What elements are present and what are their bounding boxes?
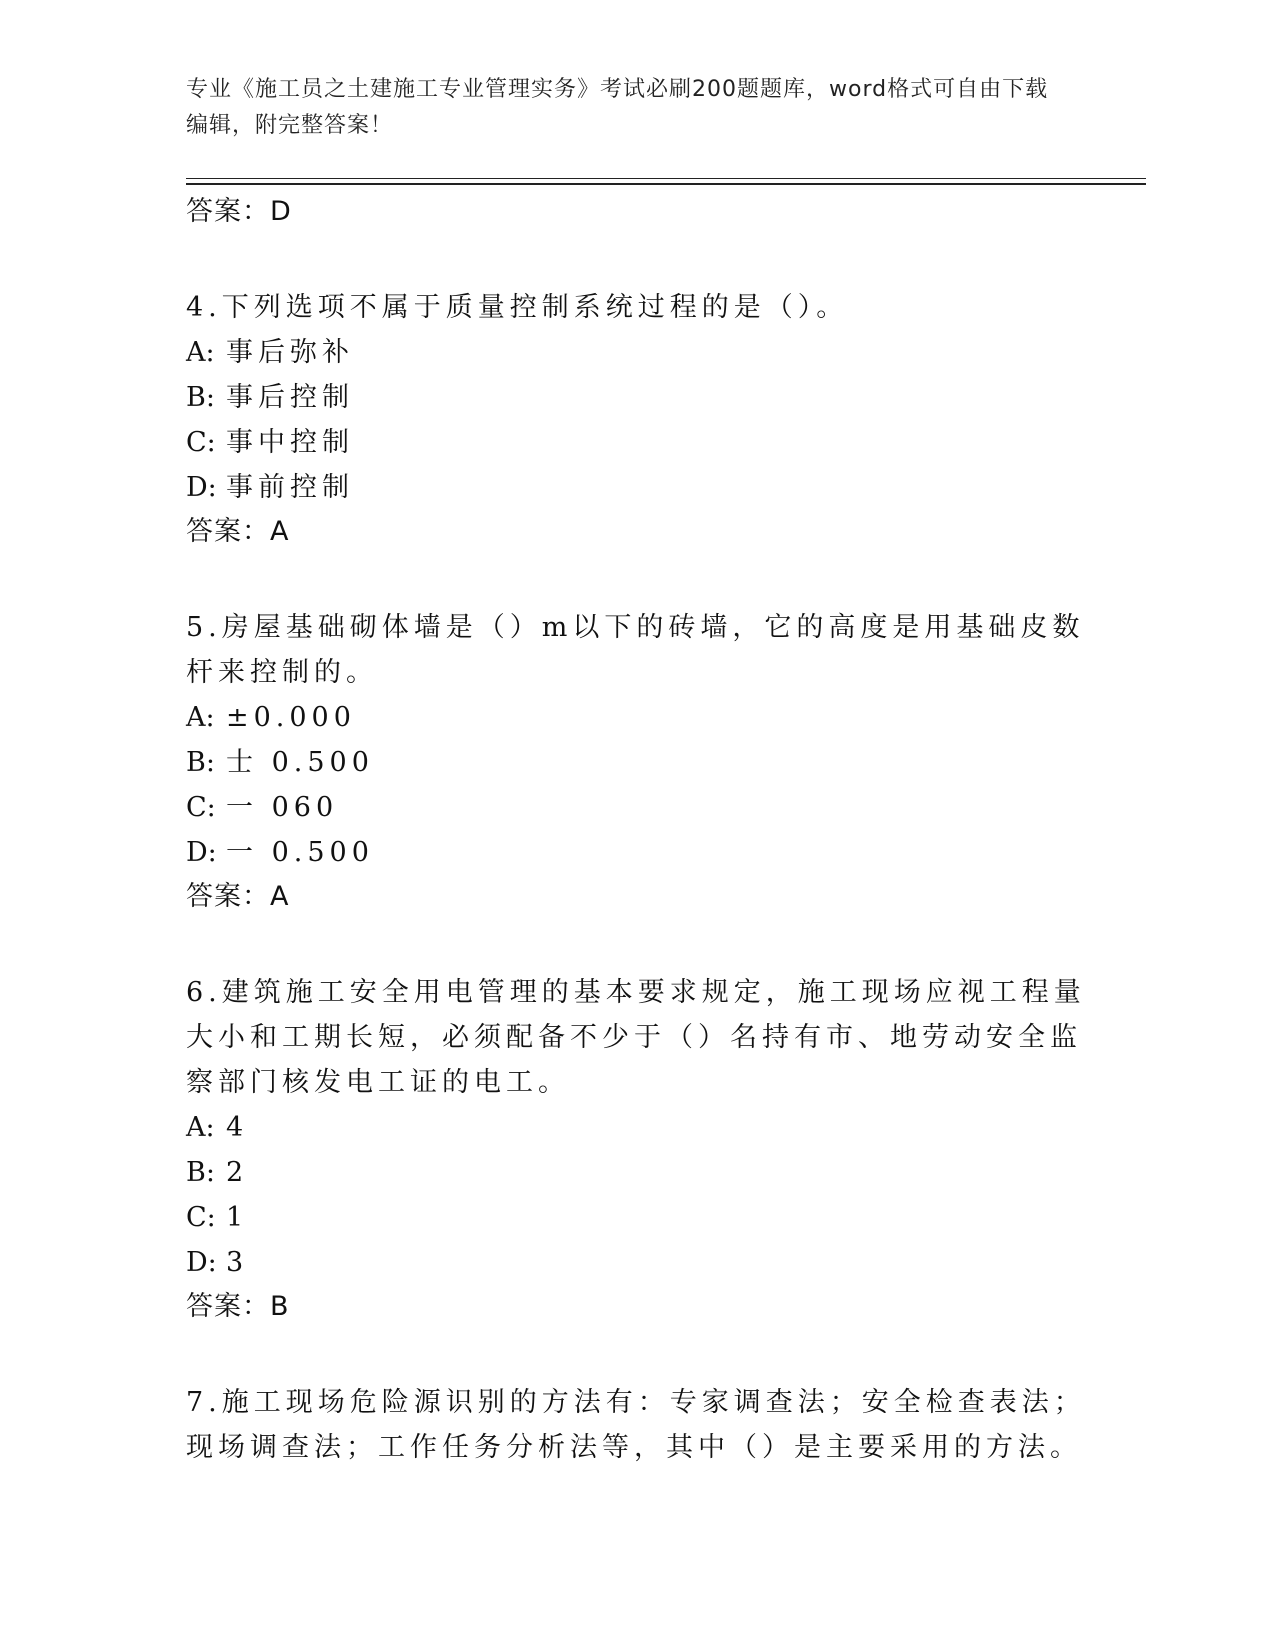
question-6 <box>186 970 1086 1327</box>
option-text: 2 <box>226 1157 249 1188</box>
option-text: 事后控制 <box>226 382 354 413</box>
option-key: A: <box>186 1112 215 1143</box>
question-stem: 7.施工现场危险源识别的方法有：专家调查法；安全检查表法；现场调查法；工作任务分析法等，其中（）是主要采用的方法。 <box>186 1387 1086 1463</box>
option-c <box>186 785 1086 830</box>
option-key: C: <box>186 427 216 458</box>
question-stem: 4.下列选项不属于质量控制系统过程的是（）。 <box>186 292 849 323</box>
option-a <box>186 1105 1086 1150</box>
option-text: 一 060 <box>226 792 339 823</box>
question-7 <box>186 1380 1086 1470</box>
option-text: 士 0.500 <box>226 747 374 778</box>
option-key: D: <box>186 472 217 503</box>
option-key: B: <box>186 382 215 413</box>
option-key: D: <box>186 837 217 868</box>
option-text: ±0.000 <box>226 702 356 733</box>
option-key: D: <box>186 1247 217 1278</box>
question-list <box>186 190 1086 1470</box>
option-b <box>186 740 1086 785</box>
question-5 <box>186 605 1086 917</box>
option-c <box>186 420 1086 465</box>
previous-answer: 答案：D <box>186 196 292 227</box>
option-text: 1 <box>226 1202 249 1233</box>
option-text: 事后弥补 <box>226 337 354 368</box>
option-text: 事前控制 <box>226 472 354 503</box>
option-a <box>186 695 1086 740</box>
option-text: 一 0.500 <box>226 837 374 868</box>
option-key: B: <box>186 1157 215 1188</box>
option-text: 3 <box>226 1247 249 1278</box>
question-4 <box>186 285 1086 552</box>
option-b <box>186 375 1086 420</box>
question-stem: 6.建筑施工安全用电管理的基本要求规定，施工现场应视工程量大小和工期长短，必须配备不少于（）名持有市、地劳动安全监察部门核发电工证的电工。 <box>186 977 1086 1098</box>
answer-line: 答案：A <box>186 881 290 912</box>
option-a <box>186 330 1086 375</box>
header-divider-thin <box>186 178 1146 179</box>
option-d <box>186 1240 1086 1285</box>
answer-line: 答案：A <box>186 516 290 547</box>
option-key: C: <box>186 1202 216 1233</box>
option-text: 事中控制 <box>226 427 354 458</box>
option-d <box>186 465 1086 510</box>
question-stem: 5.房屋基础砌体墙是（）m以下的砖墙，它的高度是用基础皮数杆来控制的。 <box>186 612 1085 688</box>
option-key: A: <box>186 337 215 368</box>
header-divider-thick <box>186 183 1146 185</box>
option-key: C: <box>186 792 216 823</box>
option-d <box>186 830 1086 875</box>
answer-line: 答案：B <box>186 1291 290 1322</box>
option-key: B: <box>186 747 215 778</box>
page-header: 专业《施工员之土建施工专业管理实务》考试必刷200题题库，word格式可自由下载编辑，附完整答案！ <box>186 77 1049 138</box>
option-text: 4 <box>226 1112 249 1143</box>
option-b <box>186 1150 1086 1195</box>
option-key: A: <box>186 702 215 733</box>
option-c <box>186 1195 1086 1240</box>
